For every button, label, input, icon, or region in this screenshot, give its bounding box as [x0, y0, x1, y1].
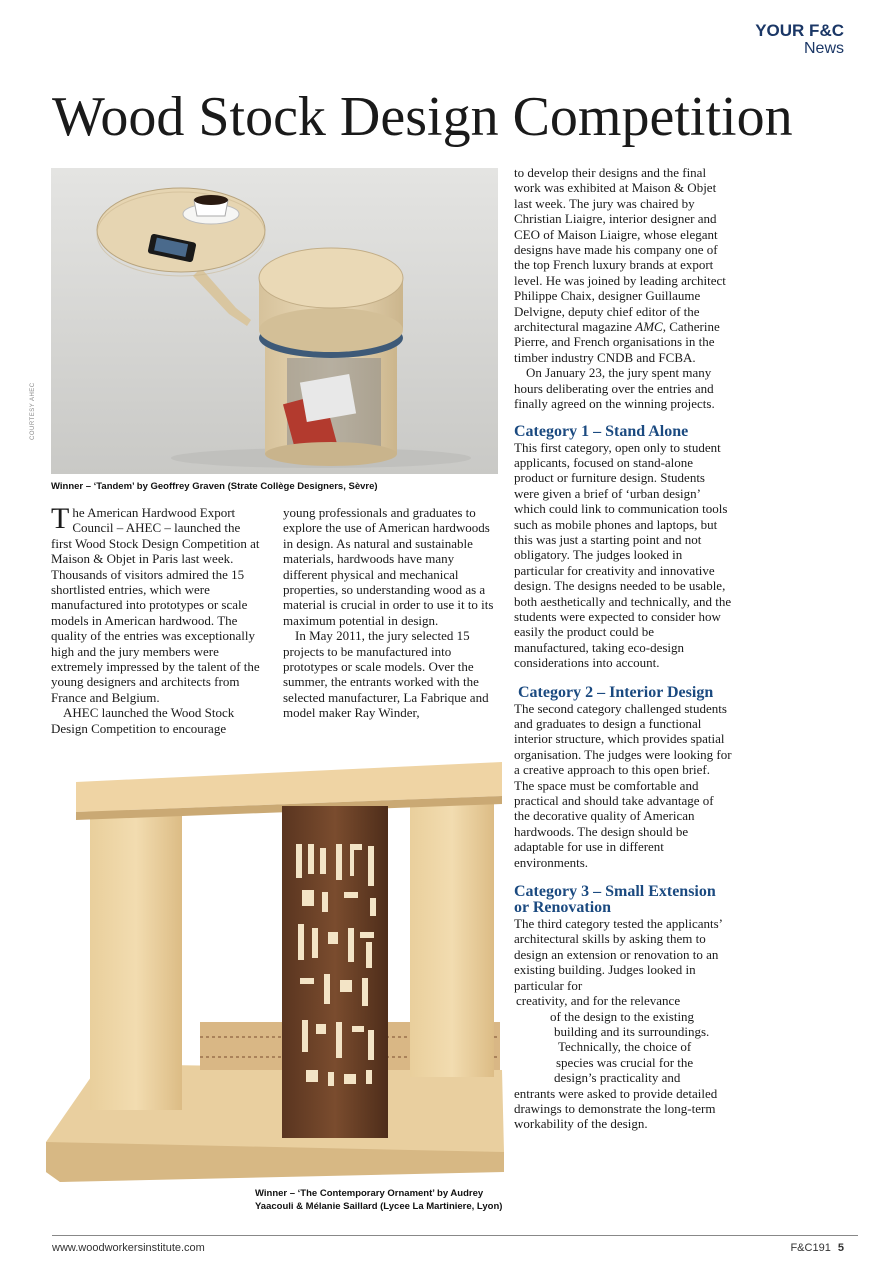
section-header — [755, 22, 844, 57]
cat3-line-3: building and its surroundings. — [554, 1023, 710, 1039]
section-label: YOUR F&C — [755, 21, 844, 40]
col2-para-1: young professionals and graduates to explore the use of American hardwoods in design. As natural and sustainable materials, hardwoods have many different physical and mechanical properties, so understanding wood as a material is crucial in order to use it to its maximum potential in design. — [283, 505, 494, 628]
caption-ornament-l1: Winner – ‘The Contemporary Ornament’ by Audrey — [255, 1188, 484, 1199]
category-3-heading-l1: Category 3 – Small Extension — [514, 883, 716, 901]
ornament-illustration — [40, 752, 508, 1182]
footer-url: www.woodworkersinstitute.com — [52, 1242, 205, 1254]
cat3-line-5: species was crucial for the — [556, 1054, 694, 1070]
cat3-line-1: creativity, and for the relevance — [516, 993, 681, 1009]
category-2-heading: Category 2 – Interior Design — [518, 683, 714, 701]
col3-para-2: On January 23, the jury spent many hours deliberating over the entries and finally agreed on the winning projects. — [514, 365, 715, 412]
category-3-text-a: The third category tested the applicants’ architectural skills by asking them to design an extension or renovation to an existing building. Judges looked in particular for — [514, 916, 723, 993]
issue-label: F&C191 — [790, 1242, 831, 1254]
col3-para-1b: , Catherine Pierre, and French organisations in the timber industry CNDB and FCBA. — [514, 319, 720, 365]
ornament-photo — [40, 752, 508, 1182]
caption-tandem: Winner – ‘Tandem’ by Geoffrey Graven (Strate Collège Designers, Sèvre) — [51, 481, 378, 492]
drop-cap: T — [51, 502, 70, 535]
column-1 — [51, 502, 263, 736]
footer-issue — [790, 1242, 844, 1254]
category-3-heading — [514, 884, 732, 916]
photo-credit: COURTESY AHEC — [30, 382, 36, 440]
tandem-illustration — [51, 168, 498, 474]
col1-para-1-text: he American Hardwood Export Council – AHEC – launched the first Wood Stock Design Competition at Maison & Objet in Paris last week. Thousands of visitors admired the 15 shortlisted entries, which were manufactured into prototypes or scale models in American hardwood. The quality of the entries was exceptionally high and the jury members were extremely impressed by the talent of the young designers and architects from France and Belgium. — [51, 505, 260, 705]
footer-divider — [52, 1235, 858, 1236]
category-3-wrap — [514, 993, 732, 1085]
category-2-text: The second category challenged students and graduates to design a functional interior structure, which provides spatial organisation. The judges were looking for a creative approach to this open brief. The space must be comfortable and practical and should take advantage of the decorative quality of American hardwoods. The design should be adaptable for use in different environments. — [514, 700, 732, 870]
col3-para-1 — [514, 165, 732, 365]
col2-para-2: In May 2011, the jury selected 15 projects to be manufactured into prototypes or scale models. Over the summer, the entrants worked with the selected manufacturer, La Fabrique and model maker Ray Winder, — [283, 628, 489, 721]
category-1-text: This first category, open only to student applicants, focused on stand-alone product or furniture design. Students were given a brief of ‘urban design’ which could link to communication tools such as mobile phones and laptops, but this was just a starting point and not obligatory. The judges looked in particular for creativity and innovative design. The designs needed to be usable, both aesthetically and technically, and the students were expected to consider how easily the product could be manufactured, taking eco-design considerations into account. — [514, 439, 732, 671]
col3-para-1a: to develop their designs and the final work was exhibited at Maison & Objet last week. The jury was chaired by Christian Liaigre, interior designer and CEO of Maison Liaigre, whose elegant designs have made his company one of the top French luxury brands at export level. He was joined by leading architect Philippe Chaix, designer Guillaume Delvigne, deputy chief editor of the architectural magazine — [514, 165, 726, 335]
page-number: 5 — [837, 1242, 844, 1254]
caption-ornament — [255, 1187, 505, 1213]
cat3-line-4: Technically, the choice of — [558, 1039, 692, 1055]
magazine-name: AMC — [635, 319, 663, 335]
caption-ornament-l2: Yaacouli & Mélanie Saillard (Lycee La Martiniere, Lyon) — [255, 1201, 503, 1212]
col1-para-2: AHEC launched the Wood Stock Design Competition to encourage — [51, 705, 235, 736]
cat3-line-2: of the design to the existing — [550, 1008, 695, 1024]
page-title: Wood Stock Design Competition — [52, 86, 793, 148]
category-3-heading-l2: or Renovation — [514, 899, 612, 917]
tandem-photo — [51, 168, 498, 474]
category-1-heading: Category 1 – Stand Alone — [514, 422, 689, 440]
category-3-text-b: entrants were asked to provide detailed drawings to demonstrate the long-term workability of the design. — [514, 1085, 718, 1132]
subsection-label: News — [803, 40, 844, 57]
column-2 — [283, 505, 497, 721]
cat3-line-6: design’s practicality and — [554, 1070, 681, 1086]
col1-para-1 — [51, 502, 263, 705]
column-3 — [514, 165, 732, 1132]
